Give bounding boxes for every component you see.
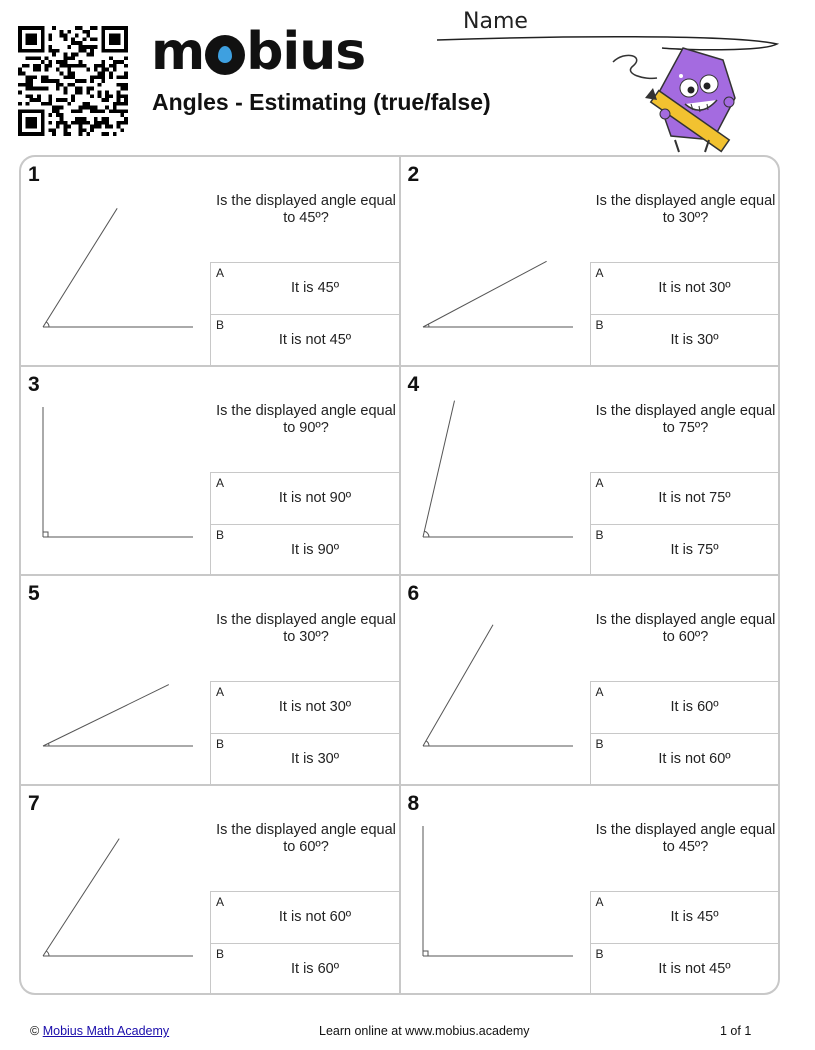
angle-figure — [409, 395, 591, 545]
option-a[interactable] — [210, 681, 399, 733]
option-text: It is not 30º — [658, 280, 731, 296]
angle-figure — [29, 185, 211, 335]
mobius-academy-link[interactable]: Mobius Math Academy — [42, 1024, 170, 1038]
copyright — [30, 1024, 169, 1038]
option-letter: A — [595, 894, 604, 909]
option-text: It is 45º — [670, 908, 719, 925]
angle-ray — [43, 208, 117, 327]
option-b[interactable] — [210, 314, 399, 366]
option-b[interactable] — [590, 943, 779, 995]
angle-figure — [29, 814, 211, 964]
option-text: It is 75º — [670, 541, 719, 558]
option-letter: B — [595, 737, 604, 751]
page-title: Angles - Estimating (true/false) — [152, 89, 491, 115]
question-number: 1 — [28, 163, 40, 186]
option-text: It is not 45º — [658, 960, 731, 977]
question-prompt: Is the displayed angle equal to 30º? — [216, 612, 396, 645]
angle-arc-marker — [424, 531, 429, 537]
question-prompt: Is the displayed angle equal to 75º? — [595, 402, 776, 436]
question-prompt: Is the displayed angle equal to 60º? — [216, 821, 396, 855]
question-prompt: Is the displayed angle equal to 90º? — [216, 402, 396, 436]
option-text: It is not 60º — [278, 908, 352, 925]
option-text: It is 60º — [670, 699, 719, 715]
angle-ray — [43, 685, 169, 746]
option-letter: B — [595, 527, 604, 542]
option-text: It is 30º — [290, 751, 339, 767]
option-a[interactable] — [590, 262, 779, 314]
mascot-illustration — [605, 40, 755, 158]
option-text: It is not 90º — [278, 489, 352, 506]
learn-online-text: Learn online at www.mobius.academy — [319, 1024, 530, 1038]
angle-arc-marker — [48, 743, 49, 746]
option-letter: A — [216, 894, 225, 909]
option-a[interactable] — [590, 891, 779, 943]
option-letter: A — [595, 475, 604, 490]
angle-figure — [409, 604, 591, 754]
question-prompt: Is the displayed angle equal to 45º? — [595, 821, 776, 855]
option-letter: B — [216, 318, 225, 332]
option-text: It is not 30º — [278, 699, 352, 715]
option-b[interactable] — [210, 943, 399, 995]
mobius-logo: m bius — [151, 22, 366, 82]
question-prompt: Is the displayed angle equal to 30º? — [595, 193, 776, 226]
question-number: 7 — [28, 791, 40, 815]
option-a[interactable] — [210, 472, 399, 524]
question-number: 5 — [28, 582, 40, 605]
option-letter: B — [595, 318, 604, 332]
question-card — [401, 576, 779, 784]
option-text: It is 45º — [290, 280, 339, 296]
option-a[interactable] — [210, 891, 399, 943]
option-text: It is 30º — [670, 332, 719, 348]
question-card — [21, 367, 399, 575]
option-text: It is 60º — [290, 960, 339, 977]
option-a[interactable] — [210, 262, 399, 314]
option-letter: B — [595, 946, 604, 961]
option-b[interactable] — [590, 733, 779, 785]
option-letter: A — [216, 266, 225, 280]
question-number: 6 — [407, 582, 420, 605]
question-number: 2 — [407, 163, 420, 186]
question-card — [21, 786, 399, 994]
option-letter: A — [216, 475, 225, 490]
option-text: It is not 75º — [658, 489, 731, 506]
question-number: 8 — [407, 791, 420, 815]
option-letter: B — [216, 527, 225, 542]
question-card — [21, 576, 399, 784]
question-prompt: Is the displayed angle equal to 45º? — [216, 193, 396, 226]
option-text: It is not 60º — [658, 751, 731, 767]
angle-figure — [409, 185, 591, 335]
angle-ray — [43, 838, 119, 955]
angle-arc-marker — [46, 322, 49, 327]
option-text: It is not 45º — [278, 332, 352, 348]
right-angle-marker — [43, 532, 48, 537]
angle-arc-marker — [46, 951, 49, 956]
question-card — [401, 786, 779, 994]
right-angle-marker — [423, 951, 428, 956]
question-card — [21, 157, 399, 365]
angle-ray — [423, 625, 493, 746]
option-letter: B — [216, 946, 225, 961]
angle-figure — [29, 395, 211, 545]
option-text: It is 90º — [290, 541, 339, 558]
option-b[interactable] — [210, 733, 399, 785]
angle-figure — [29, 604, 211, 754]
logo-drop-icon — [205, 35, 245, 75]
question-prompt: Is the displayed angle equal to 60º? — [595, 612, 776, 645]
copyright-symbol: © — [30, 1024, 40, 1038]
question-number: 3 — [28, 372, 40, 396]
option-a[interactable] — [590, 681, 779, 733]
angle-arc-marker — [426, 741, 429, 746]
question-card — [401, 367, 779, 575]
qr-code — [18, 26, 128, 136]
option-b[interactable] — [210, 524, 399, 576]
question-number: 4 — [407, 372, 420, 396]
option-letter: B — [216, 737, 225, 751]
option-letter: A — [216, 685, 225, 699]
angle-ray — [423, 400, 455, 536]
angle-figure — [409, 814, 591, 964]
option-letter: A — [595, 685, 604, 699]
option-letter: A — [595, 266, 604, 280]
option-b[interactable] — [590, 524, 779, 576]
question-grid — [19, 155, 780, 995]
name-label: Name — [463, 9, 528, 34]
page-number: 1 of 1 — [720, 1024, 752, 1038]
option-b[interactable] — [590, 314, 779, 366]
option-a[interactable] — [590, 472, 779, 524]
angle-ray — [423, 261, 547, 327]
question-card — [401, 157, 779, 365]
